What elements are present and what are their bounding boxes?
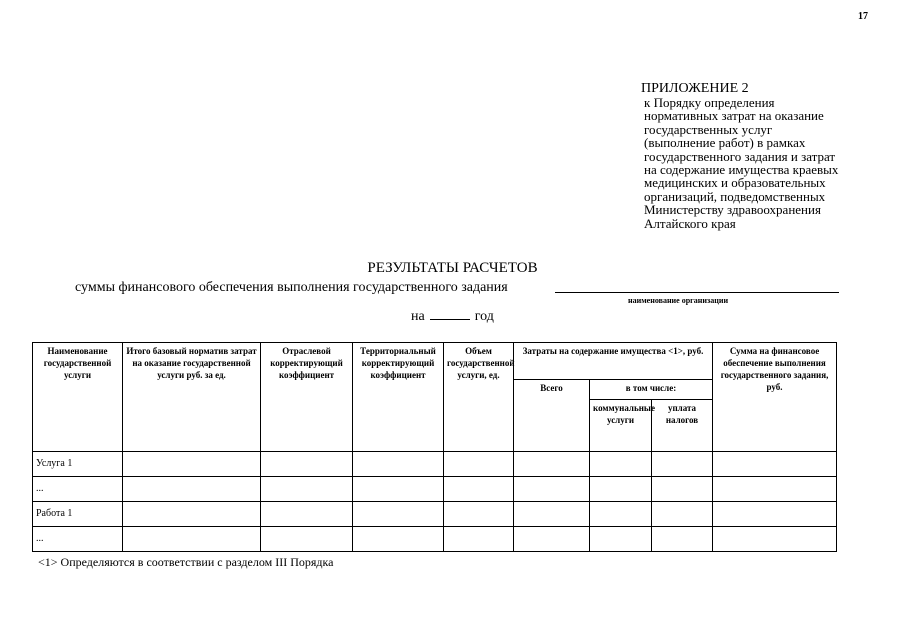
appendix-line: на содержание имущества краевых — [644, 162, 839, 178]
row-name: ... — [33, 477, 123, 502]
appendix-line: к Порядку определения — [644, 95, 775, 110]
appendix-block — [641, 81, 881, 230]
header-including: в том числе: — [590, 380, 713, 400]
calculation-table — [32, 342, 837, 552]
appendix-line: медицинских и образовательных — [644, 175, 826, 191]
document-title: РЕЗУЛЬТАТЫ РАСЧЕТОВ — [367, 260, 538, 276]
row-name: Услуга 1 — [33, 452, 123, 477]
appendix-line: Алтайского края — [644, 215, 736, 231]
header-financing-sum: Сумма на финансовое обеспечение выполнения государственного задания, руб. — [713, 343, 837, 452]
header-base-norm: Итого базовый норматив затрат на оказание государственной услуги руб. за ед. — [123, 343, 261, 452]
header-total: Всего — [514, 380, 590, 452]
header-industry-coefficient: Отраслевой корректирующий коэффициент — [261, 343, 353, 452]
appendix-title: ПРИЛОЖЕНИЕ 2 — [641, 81, 749, 96]
appendix-line: Министерству здравоохранения — [644, 202, 821, 218]
year-prefix: на — [411, 309, 425, 324]
organization-name-line — [555, 292, 839, 293]
year-blank-line — [430, 307, 470, 320]
table-row — [33, 452, 837, 477]
header-property-costs: Затраты на содержание имущества <1>, руб. — [514, 343, 713, 380]
header-territorial-coefficient: Территориальный корректирующий коэффициент — [353, 343, 444, 452]
organization-caption: наименование организации — [628, 296, 729, 305]
year-suffix: год — [474, 309, 494, 324]
year-row — [411, 307, 494, 325]
appendix-line: организаций, подведомственных — [644, 188, 826, 204]
footnote: <1> Определяются в соответствии с разделом III Порядка — [38, 555, 334, 569]
table-row — [33, 527, 837, 552]
row-name: ... — [33, 527, 123, 552]
appendix-line: государственных услуг — [644, 121, 773, 137]
header-service-name: Наименование государственной услуги — [33, 343, 123, 452]
header-utilities: коммунальные услуги — [590, 400, 652, 452]
appendix-line: нормативных затрат на оказание — [644, 108, 824, 124]
table-row — [33, 477, 837, 502]
document-subtitle: суммы финансового обеспечения выполнения государственного задания — [75, 280, 508, 295]
header-taxes: уплата налогов — [652, 400, 713, 452]
appendix-line: государственного задания и затрат — [644, 148, 836, 164]
page-number: 17 — [858, 11, 868, 22]
appendix-line: (выполнение работ) в рамках — [644, 135, 806, 151]
row-name: Работа 1 — [33, 502, 123, 527]
table-row — [33, 502, 837, 527]
header-volume: Объем государственной услуги, ед. — [444, 343, 514, 452]
